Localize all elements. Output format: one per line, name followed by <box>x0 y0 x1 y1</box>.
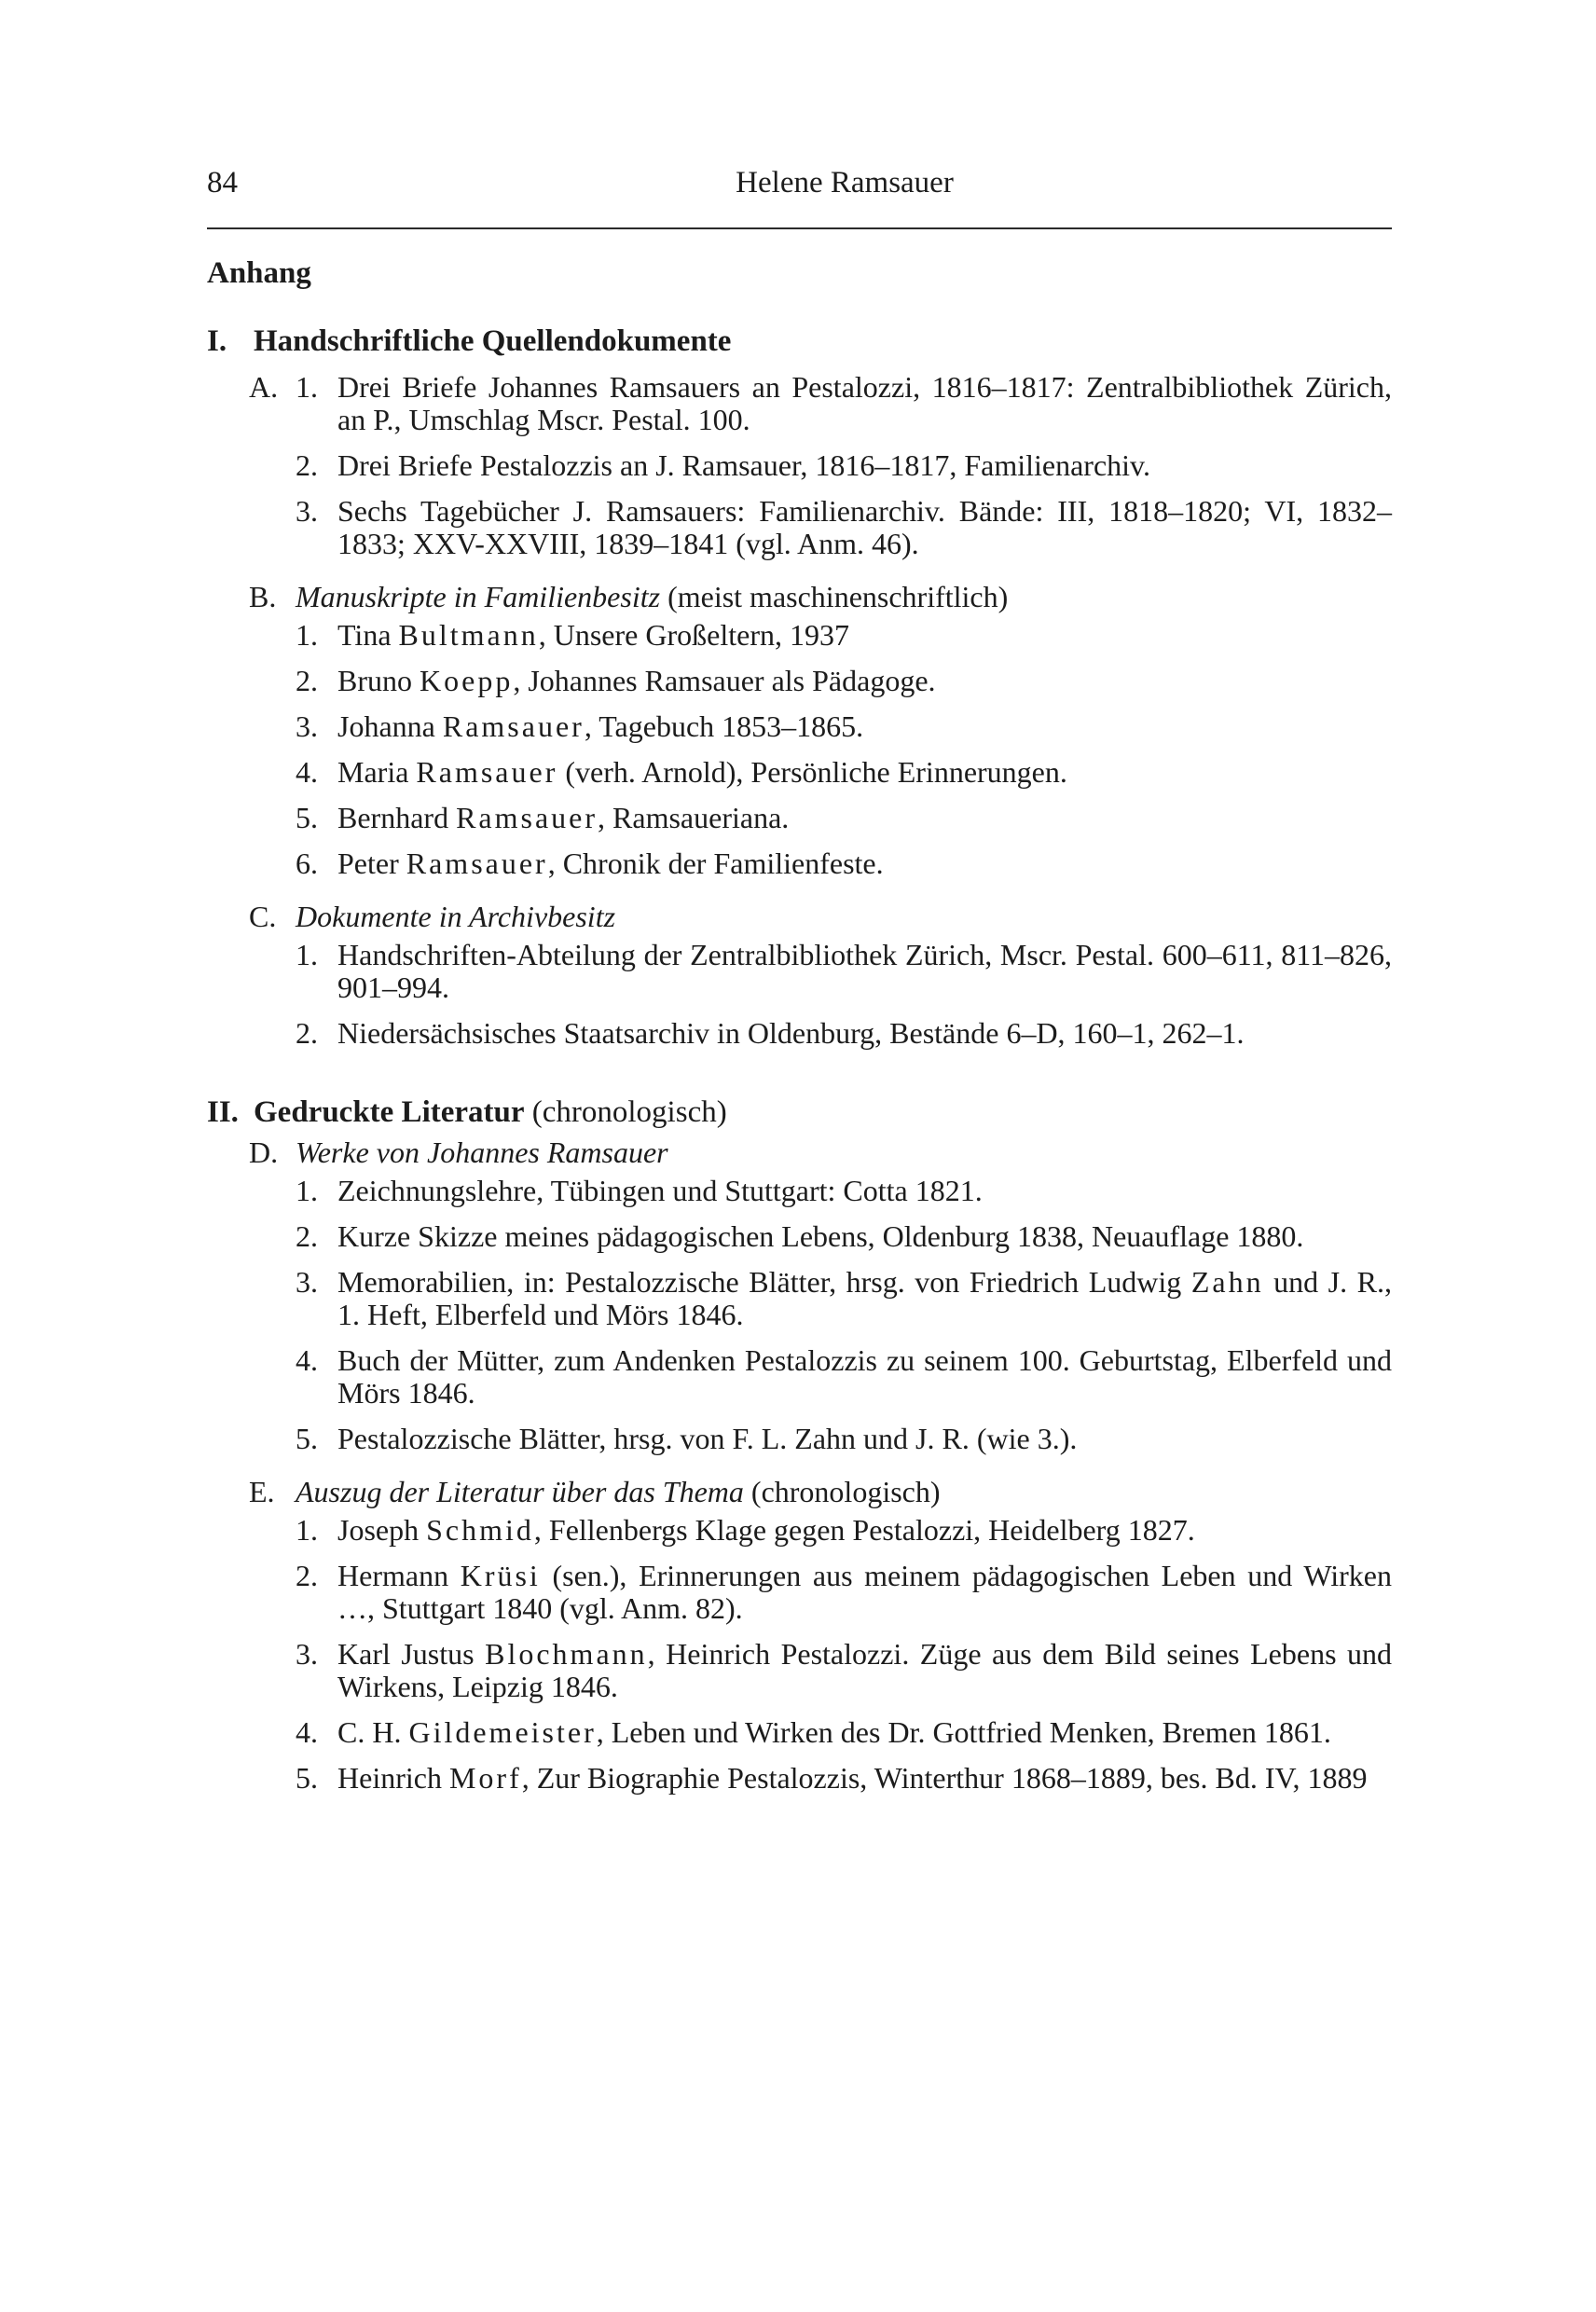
item-text: Joseph <box>337 1513 427 1547</box>
item-text: Niedersächsisches Staatsarchiv in Oldenburg, Bestände 6–D, 160–1, 262–1. <box>337 1016 1245 1050</box>
section-note: (chronologisch) <box>524 1095 727 1129</box>
subsection-c <box>207 901 1392 1050</box>
item-text: Pestalozzische Blätter, hrsg. von F. L. Zahn und J. R. (wie 3.). <box>337 1422 1078 1455</box>
item-text: Buch der Mütter, zum Andenken Pestalozzis zu seinem 100. Geburtstag, Elberfeld und Mörs 1846. <box>337 1343 1392 1410</box>
item-number: 3. <box>296 1265 318 1299</box>
running-title: Helene Ramsauer <box>736 166 954 200</box>
author-name: Krüsi <box>460 1559 541 1592</box>
item-number: 3. <box>296 709 318 743</box>
item-text: Tina <box>337 618 399 652</box>
subsection-letter: C. <box>249 900 277 933</box>
section-title: Handschriftliche Quellendokumente <box>254 324 732 358</box>
list-item <box>296 1762 1392 1795</box>
item-number: 1. <box>296 938 318 971</box>
author-name: Ramsauer <box>456 801 598 834</box>
subsection-label: Werke von Johannes Ramsauer <box>296 1135 668 1169</box>
item-number: 1. <box>296 618 318 652</box>
item-text: , Johannes Ramsauer als Pädagoge. <box>513 664 936 697</box>
list-item <box>296 1266 1392 1331</box>
item-number: 2. <box>296 1559 318 1592</box>
item-text: Johanna <box>337 709 443 743</box>
subsection-letter: B. <box>249 580 277 613</box>
list-item <box>296 756 1392 789</box>
list-item <box>296 1175 1392 1207</box>
author-name: Bultmann <box>398 618 539 652</box>
list-item <box>296 1560 1392 1625</box>
item-number: 5. <box>296 1761 318 1795</box>
subsection-b <box>207 581 1392 880</box>
item-number: 2. <box>296 448 318 482</box>
item-text: , Leben und Wirken des Dr. Gottfried Menken, Bremen 1861. <box>596 1715 1331 1749</box>
item-text: Karl Justus <box>337 1637 486 1671</box>
item-text: Hermann <box>337 1559 461 1592</box>
author-name: Blochmann <box>485 1637 648 1671</box>
item-text: , Ramsaueriana. <box>598 801 790 834</box>
item-number: 2. <box>296 664 318 697</box>
item-number: 3. <box>296 1637 318 1671</box>
item-text: Bernhard <box>337 801 457 834</box>
subsection-label: Manuskripte in Familienbesitz <box>296 580 661 613</box>
item-text: (sen.), Erinnerungen aus meinem pädagogischen Leben und Wirken …, Stuttgart 1840 (vgl. Anm. 82). <box>337 1559 1392 1625</box>
section-title: Gedruckte Literatur <box>254 1095 525 1129</box>
section-number: II. <box>207 1095 239 1129</box>
item-text: Drei Briefe Pestalozzis an J. Ramsauer, 1816–1817, Familienarchiv. <box>337 448 1150 482</box>
list-item <box>296 939 1392 1004</box>
list-item <box>296 1220 1392 1253</box>
appendix-heading: Anhang <box>207 256 311 290</box>
section-2-heading <box>207 1096 1392 1129</box>
subsection-note: (meist maschinenschriftlich) <box>660 580 1009 613</box>
list-item <box>296 619 1392 652</box>
item-text: , Zur Biographie Pestalozzis, Winterthur 1868–1889, bes. Bd. IV, 1889 <box>521 1761 1368 1795</box>
list-item <box>296 1514 1392 1547</box>
author-name: Gildemeister <box>408 1715 597 1749</box>
list-item <box>296 847 1392 880</box>
list-item <box>296 495 1392 560</box>
list-item <box>296 710 1392 743</box>
item-text: , Chronik der Familienfeste. <box>547 846 884 880</box>
item-text: Zeichnungslehre, Tübingen und Stuttgart: Cotta 1821. <box>337 1174 983 1207</box>
subsection-letter: D. <box>249 1135 279 1169</box>
item-text: C. H. <box>337 1715 409 1749</box>
header-rule <box>207 227 1392 229</box>
item-text: , Unsere Großeltern, 1937 <box>538 618 849 652</box>
item-number: 5. <box>296 1422 318 1455</box>
author-name: Morf <box>448 1761 522 1795</box>
item-text: Heinrich <box>337 1761 449 1795</box>
list-item <box>296 1716 1392 1749</box>
subsection-note: (chronologisch) <box>743 1475 941 1508</box>
list-item <box>296 665 1392 697</box>
item-text: Sechs Tagebücher J. Ramsauers: Familienarchiv. Bände: III, 1818–1820; VI, 1832–1833; XXV-XXVIII, 1839–1841 (vgl. Anm. 46). <box>337 494 1392 560</box>
list-item <box>207 371 1392 436</box>
item-number: 4. <box>296 1343 318 1377</box>
item-number: 6. <box>296 846 318 880</box>
subsection-letter: A. <box>249 370 279 404</box>
item-text: Handschriften-Abteilung der Zentralbibliothek Zürich, Mscr. Pestal. 600–611, 811–826, 901–994. <box>337 938 1392 1004</box>
subsection-label: Auszug der Literatur über das Thema <box>296 1475 744 1508</box>
item-text: Kurze Skizze meines pädagogischen Lebens, Oldenburg 1838, Neuauflage 1880. <box>337 1219 1304 1253</box>
subsection-e <box>207 1476 1392 1795</box>
list-item <box>296 1344 1392 1410</box>
subsection-label: Dokumente in Archivbesitz <box>296 900 616 933</box>
list-item <box>296 449 1392 482</box>
list-item <box>296 802 1392 834</box>
subsection-heading <box>249 1136 1392 1169</box>
subsection-heading <box>249 901 1392 933</box>
page-number: 84 <box>207 166 238 200</box>
item-number: 4. <box>296 1715 318 1749</box>
item-text: Drei Briefe Johannes Ramsauers an Pestalozzi, 1816–1817: Zentralbibliothek Zürich, an P., Umschlag Mscr. Pestal. 100. <box>337 370 1392 436</box>
item-text: Peter <box>337 846 406 880</box>
item-number: 1. <box>296 1174 318 1207</box>
item-text: Bruno <box>337 664 420 697</box>
item-number: 5. <box>296 801 318 834</box>
author-name: Ramsauer <box>442 709 585 743</box>
item-text: Maria <box>337 755 417 789</box>
author-name: Schmid <box>426 1513 534 1547</box>
author-name: Ramsauer <box>406 846 548 880</box>
item-text: , Fellenbergs Klage gegen Pestalozzi, Heidelberg 1827. <box>533 1513 1195 1547</box>
item-text: (verh. Arnold), Persönliche Erinnerungen. <box>557 755 1067 789</box>
item-number: 2. <box>296 1016 318 1050</box>
section-1-heading <box>207 325 1392 358</box>
item-number: 1. <box>296 1513 318 1547</box>
item-text: , Heinrich Pestalozzi. Züge aus dem Bild seines Lebens und Wirkens, Leipzig 1846. <box>337 1637 1393 1703</box>
page-body <box>207 254 1392 1795</box>
subsection-heading <box>249 581 1392 613</box>
section-number: I. <box>207 324 227 358</box>
author-name: Koepp <box>420 664 514 697</box>
item-number: 4. <box>296 755 318 789</box>
author-name: Zahn <box>1190 1265 1264 1299</box>
item-text: und J. R., 1. Heft, Elberfeld und Mörs 1846. <box>337 1265 1393 1331</box>
item-number: 2. <box>296 1219 318 1253</box>
item-text: , Tagebuch 1853–1865. <box>584 709 864 743</box>
subsection-letter: E. <box>249 1475 275 1508</box>
list-item <box>296 1638 1392 1703</box>
subsection-a <box>207 371 1392 560</box>
item-number: 3. <box>296 494 318 528</box>
author-name: Ramsauer <box>416 755 558 789</box>
list-item <box>296 1017 1392 1050</box>
list-item <box>296 1423 1392 1455</box>
item-number: 1. <box>296 370 318 404</box>
subsection-d <box>207 1136 1392 1455</box>
item-text: Memorabilien, in: Pestalozzische Blätter, hrsg. von Friedrich Ludwig <box>337 1265 1191 1299</box>
subsection-heading <box>249 1476 1392 1508</box>
